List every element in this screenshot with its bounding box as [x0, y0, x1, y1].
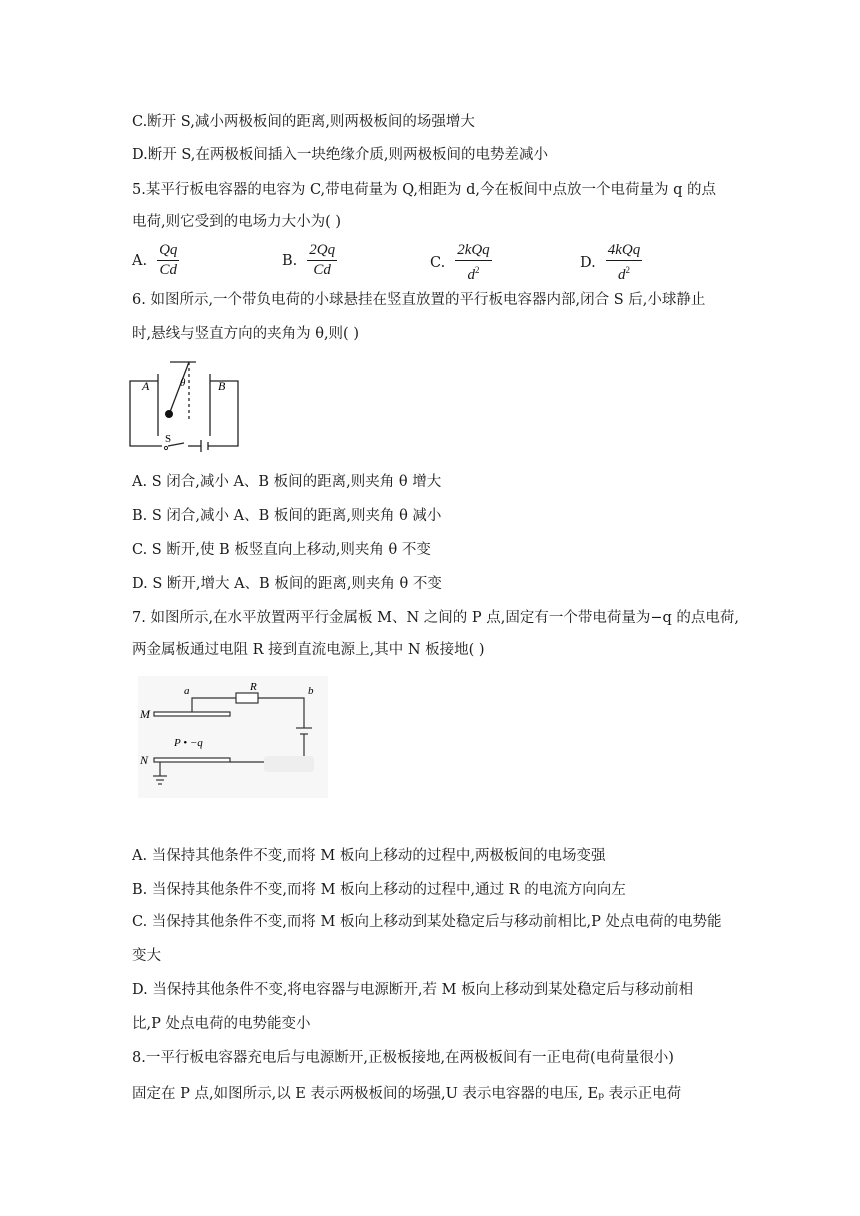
label-a: A [142, 379, 150, 393]
q7-option-b: B. 当保持其他条件不变,而将 M 板向上移动的过程中,通过 R 的电流方向向左 [132, 882, 626, 898]
fraction: $\frac{\text{2kQq}}{d^2}$ [457, 242, 490, 283]
q5-option-a: A. $\frac{Qq}{Cd}$ [132, 242, 178, 278]
fraction: $\frac{Qq}{Cd}$ [159, 242, 178, 278]
q5-option-d: D. $\frac{\text{4kQq}}{d^2}$ [580, 242, 641, 283]
fraction: $\frac{\text{4kQq}}{d^2}$ [607, 242, 641, 283]
q6-stem-line1: 6. 如图所示,一个带负电荷的小球悬挂在竖直放置的平行板电容器内部,闭合 S 后,小球静止 [132, 292, 706, 308]
q7-circuit-figure [138, 676, 328, 798]
fraction: $\frac{2Qq}{Cd}$ [309, 242, 336, 278]
q6-option-a: A. S 闭合,减小 A、B 板间的距离,则夹角 θ 增大 [132, 474, 442, 490]
label-s: S [165, 433, 172, 445]
label-r: R [250, 681, 257, 693]
q7-stem-line2: 两金属板通过电阻 R 接到直流电源上,其中 N 板接地( ) [132, 642, 485, 658]
q6-stem-line2: 时,悬线与竖直方向的夹角为 θ,则( ) [132, 326, 359, 342]
label-b: B [218, 379, 226, 393]
label-a: a [184, 685, 190, 697]
label-p: P • −q [174, 737, 203, 749]
q7-option-c-line1: C. 当保持其他条件不变,而将 M 板向上移动到某处稳定后与移动前相比,P 处点电荷的电势能 [132, 914, 722, 930]
q8-stem-line2: 固定在 P 点,如图所示,以 E 表示两极板间的场强,U 表示电容器的电压, Eₚ 表示正电荷 [132, 1086, 682, 1102]
label-n: N [140, 753, 149, 767]
q5-option-c: C. $\frac{\text{2kQq}}{d^2}$ [430, 242, 490, 283]
q6-option-c: C. S 断开,使 B 板竖直向上移动,则夹角 θ 不变 [132, 542, 431, 558]
q7-stem-line1: 7. 如图所示,在水平放置两平行金属板 M、N 之间的 P 点,固定有一个带电荷量为−q 的点电荷, [132, 610, 740, 626]
q7-option-d-line1: D. 当保持其他条件不变,将电容器与电源断开,若 M 板向上移动到某处稳定后与移动前相 [132, 982, 694, 998]
q4-option-d: D.断开 S,在两极板间插入一块绝缘介质,则两极板间的电势差减小 [132, 147, 548, 163]
q6-option-b: B. S 闭合,减小 A、B 板间的距离,则夹角 θ 减小 [132, 508, 442, 524]
label-m: M [140, 707, 150, 721]
q5-option-b: B. $\frac{2Qq}{Cd}$ [282, 242, 336, 278]
q7-option-a: A. 当保持其他条件不变,而将 M 板向上移动的过程中,两极板间的电场变强 [132, 848, 606, 864]
ball-icon [165, 410, 173, 418]
q7-option-d-line2: 比,P 处点电荷的电势能变小 [132, 1016, 311, 1032]
q6-option-d: D. S 断开,增大 A、B 板间的距离,则夹角 θ 不变 [132, 576, 442, 592]
q4-option-c: C.断开 S,减小两极板间的距离,则两极板间的场强增大 [132, 114, 475, 130]
label-theta: θ [180, 377, 186, 389]
q8-stem-line1: 8.一平行板电容器充电后与电源断开,正极板接地,在两极板间有一正电荷(电荷量很小) [132, 1050, 674, 1066]
q6-capacitor-figure [122, 356, 246, 454]
label-b: b [308, 685, 314, 697]
q5-stem-line1: 5.某平行板电容器的电容为 C,带电荷量为 Q,相距为 d,今在板间中点放一个电荷量为 q 的点 [132, 182, 717, 198]
q7-option-c-line2: 变大 [132, 948, 161, 964]
q5-stem-line2: 电荷,则它受到的电场力大小为( ) [132, 214, 342, 230]
